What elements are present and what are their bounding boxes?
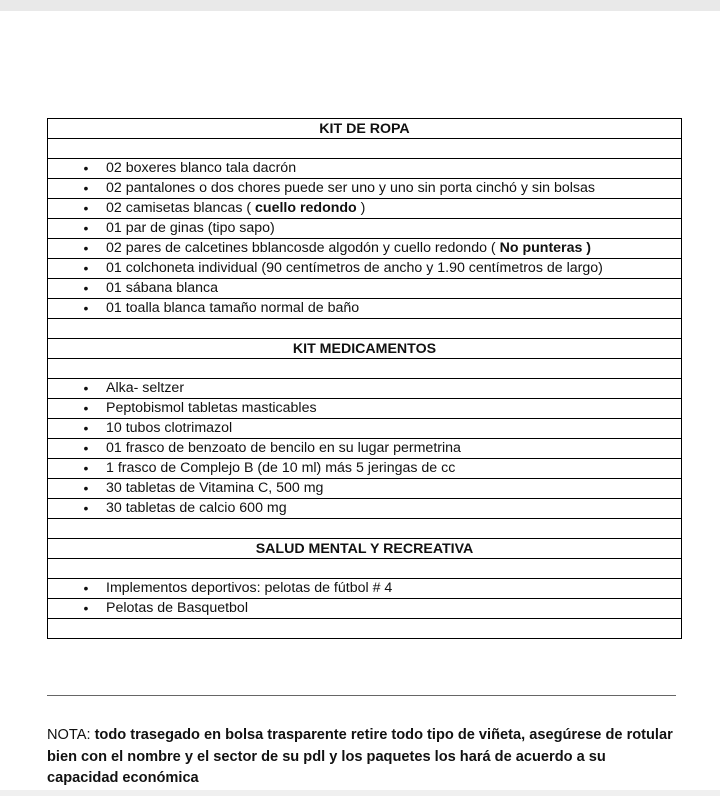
list-item-cell xyxy=(48,179,682,199)
list-item-cell xyxy=(48,599,682,619)
list-item xyxy=(48,259,682,279)
item-bold-text: cuello redondo xyxy=(255,200,357,216)
list-item-text xyxy=(106,439,461,457)
empty-row xyxy=(48,559,682,579)
list-item-cell xyxy=(48,379,682,399)
list-item-text xyxy=(106,599,248,617)
bullet-icon: • xyxy=(83,480,89,496)
list-item xyxy=(48,579,682,599)
item-text: 30 tabletas de Vitamina C, 500 mg xyxy=(106,480,324,496)
item-text: 02 camisetas blancas ( xyxy=(106,200,256,216)
list-item xyxy=(48,419,682,439)
list-item-cell xyxy=(48,399,682,419)
item-text: 30 tabletas de calcio 600 mg xyxy=(106,500,287,516)
section-title: SALUD MENTAL Y RECREATIVA xyxy=(48,539,682,559)
item-text: 01 toalla blanca tamaño normal de baño xyxy=(106,300,360,316)
list-item-cell xyxy=(48,199,682,219)
divider-line xyxy=(47,695,676,696)
list-item xyxy=(48,159,682,179)
empty-cell xyxy=(48,139,682,159)
list-item xyxy=(48,399,682,419)
list-item-cell xyxy=(48,479,682,499)
empty-row xyxy=(48,519,682,539)
list-item xyxy=(48,499,682,519)
item-text: 02 pares de calcetines bblancosde algodón y cuello redondo ( xyxy=(106,240,500,256)
bottom-bar xyxy=(0,790,720,796)
list-item-cell xyxy=(48,159,682,179)
empty-cell xyxy=(48,359,682,379)
section-title-row xyxy=(48,119,682,139)
list-item-text xyxy=(106,279,218,297)
list-item-cell xyxy=(48,499,682,519)
empty-cell xyxy=(48,319,682,339)
list-item-text xyxy=(106,379,184,397)
list-item-text xyxy=(106,259,603,277)
bullet-icon: • xyxy=(83,420,89,436)
empty-row xyxy=(48,319,682,339)
bullet-icon: • xyxy=(83,500,89,516)
bullet-icon: • xyxy=(83,600,89,616)
item-text: Pelotas de Basquetbol xyxy=(106,600,248,616)
item-bold-text: No punteras ) xyxy=(499,240,592,256)
list-item xyxy=(48,219,682,239)
bullet-icon: • xyxy=(83,280,89,296)
list-item xyxy=(48,299,682,319)
note-text: todo trasegado en bolsa trasparente retire todo tipo de viñeta, asegúrese de rotular bien con el nombre y el sector de su pdl y los paquetes los hará de acuerdo a su capacidad económica xyxy=(47,727,673,786)
list-item xyxy=(48,239,682,259)
top-bar xyxy=(0,0,720,11)
list-item-cell xyxy=(48,419,682,439)
list-item xyxy=(48,379,682,399)
list-item-cell xyxy=(48,259,682,279)
bullet-icon: • xyxy=(83,240,89,256)
bullet-icon: • xyxy=(83,180,89,196)
list-item-text xyxy=(106,219,275,237)
empty-row xyxy=(48,619,682,639)
bullet-icon: • xyxy=(83,380,89,396)
list-item-text xyxy=(106,199,365,217)
list-item-text xyxy=(106,499,287,517)
item-text: 02 pantalones o dos chores puede ser uno y uno sin porta cinchó y sin bolsas xyxy=(106,180,595,196)
section-title-row xyxy=(48,539,682,559)
bullet-icon: • xyxy=(83,200,89,216)
bullet-icon: • xyxy=(83,460,89,476)
list-item xyxy=(48,459,682,479)
note-paragraph xyxy=(47,725,677,790)
bullet-icon: • xyxy=(83,260,89,276)
item-text: 02 boxeres blanco tala dacrón xyxy=(106,160,297,176)
kit-table-container xyxy=(47,118,681,639)
item-text: 01 sábana blanca xyxy=(106,280,219,296)
list-item-text xyxy=(106,179,595,197)
item-text: 01 frasco de benzoato de bencilo en su lugar permetrina xyxy=(106,440,461,456)
list-item xyxy=(48,439,682,459)
item-text: Implementos deportivos: pelotas de fútbol # 4 xyxy=(106,580,393,596)
empty-row xyxy=(48,359,682,379)
list-item-cell xyxy=(48,279,682,299)
list-item xyxy=(48,479,682,499)
item-text: 1 frasco de Complejo B (de 10 ml) más 5 jeringas de cc xyxy=(106,460,456,476)
note-label: NOTA: xyxy=(47,727,91,743)
item-text: 01 colchoneta individual (90 centímetros de ancho y 1.90 centímetros de largo) xyxy=(106,260,603,276)
bullet-icon: • xyxy=(83,400,89,416)
item-text: Peptobismol tabletas masticables xyxy=(106,400,317,416)
list-item-text xyxy=(106,419,232,437)
list-item-text xyxy=(106,399,317,417)
list-item-text xyxy=(106,579,392,597)
list-item-text xyxy=(106,299,359,317)
list-item-text xyxy=(106,459,455,477)
kit-table xyxy=(47,118,682,639)
bullet-icon: • xyxy=(83,440,89,456)
list-item xyxy=(48,599,682,619)
list-item-cell xyxy=(48,219,682,239)
empty-cell xyxy=(48,519,682,539)
bullet-icon: • xyxy=(83,580,89,596)
bullet-icon: • xyxy=(83,300,89,316)
list-item-cell xyxy=(48,239,682,259)
list-item-cell xyxy=(48,299,682,319)
list-item xyxy=(48,179,682,199)
section-title: KIT DE ROPA xyxy=(48,119,682,139)
section-title: KIT MEDICAMENTOS xyxy=(48,339,682,359)
empty-cell xyxy=(48,559,682,579)
section-title-row xyxy=(48,339,682,359)
empty-row xyxy=(48,139,682,159)
item-text: 01 par de ginas (tipo sapo) xyxy=(106,220,275,236)
list-item-cell xyxy=(48,459,682,479)
bullet-icon: • xyxy=(83,160,89,176)
empty-cell xyxy=(48,619,682,639)
item-text: 10 tubos clotrimazol xyxy=(106,420,233,436)
list-item-text xyxy=(106,479,323,497)
list-item-cell xyxy=(48,439,682,459)
list-item-cell xyxy=(48,579,682,599)
item-text: Alka- seltzer xyxy=(106,380,185,396)
list-item xyxy=(48,199,682,219)
bullet-icon: • xyxy=(83,220,89,236)
item-after-text: ) xyxy=(356,200,366,216)
list-item xyxy=(48,279,682,299)
list-item-text xyxy=(106,239,591,257)
list-item-text xyxy=(106,159,296,177)
